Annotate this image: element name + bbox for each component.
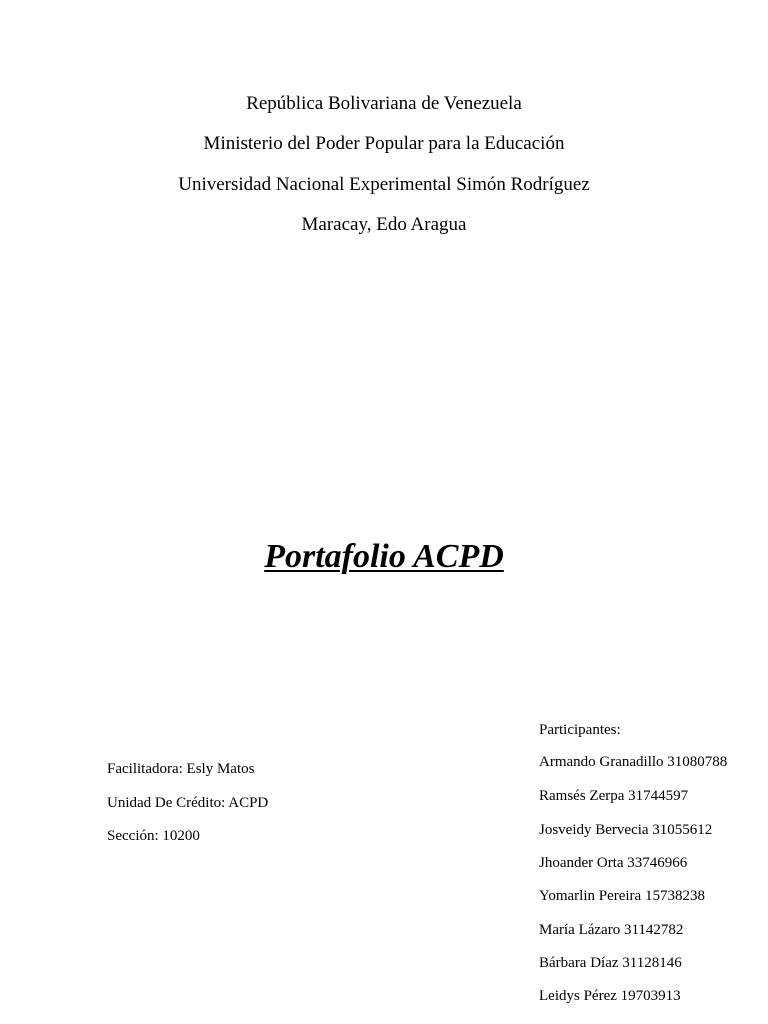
participant-item: Jhoander Orta 33746966 <box>539 855 688 871</box>
header-location: Maracay, Edo Aragua <box>301 214 467 235</box>
participants-label: Participantes: <box>539 722 621 738</box>
participant-item: Yomarlin Pereira 15738238 <box>539 888 705 904</box>
credit-unit: Unidad De Crédito: ACPD <box>107 795 269 811</box>
participant-item: Armando Granadillo 31080788 <box>539 754 728 770</box>
participant-item: Leidys Pérez 19703913 <box>539 988 681 1004</box>
participant-item: Bárbara Díaz 31128146 <box>539 955 682 971</box>
document-title: Portafolio ACPD <box>264 538 504 575</box>
header-university: Universidad Nacional Experimental Simón Rodríguez <box>178 174 590 195</box>
section: Sección: 10200 <box>107 828 200 844</box>
header-ministry: Ministerio del Poder Popular para la Educación <box>203 133 565 154</box>
header-country: República Bolivariana de Venezuela <box>246 93 522 114</box>
participant-item: María Lázaro 31142782 <box>539 922 684 938</box>
facilitator: Facilitadora: Esly Matos <box>107 761 255 777</box>
participant-item: Ramsés Zerpa 31744597 <box>539 788 689 804</box>
participant-item: Josveidy Bervecia 31055612 <box>539 822 713 838</box>
